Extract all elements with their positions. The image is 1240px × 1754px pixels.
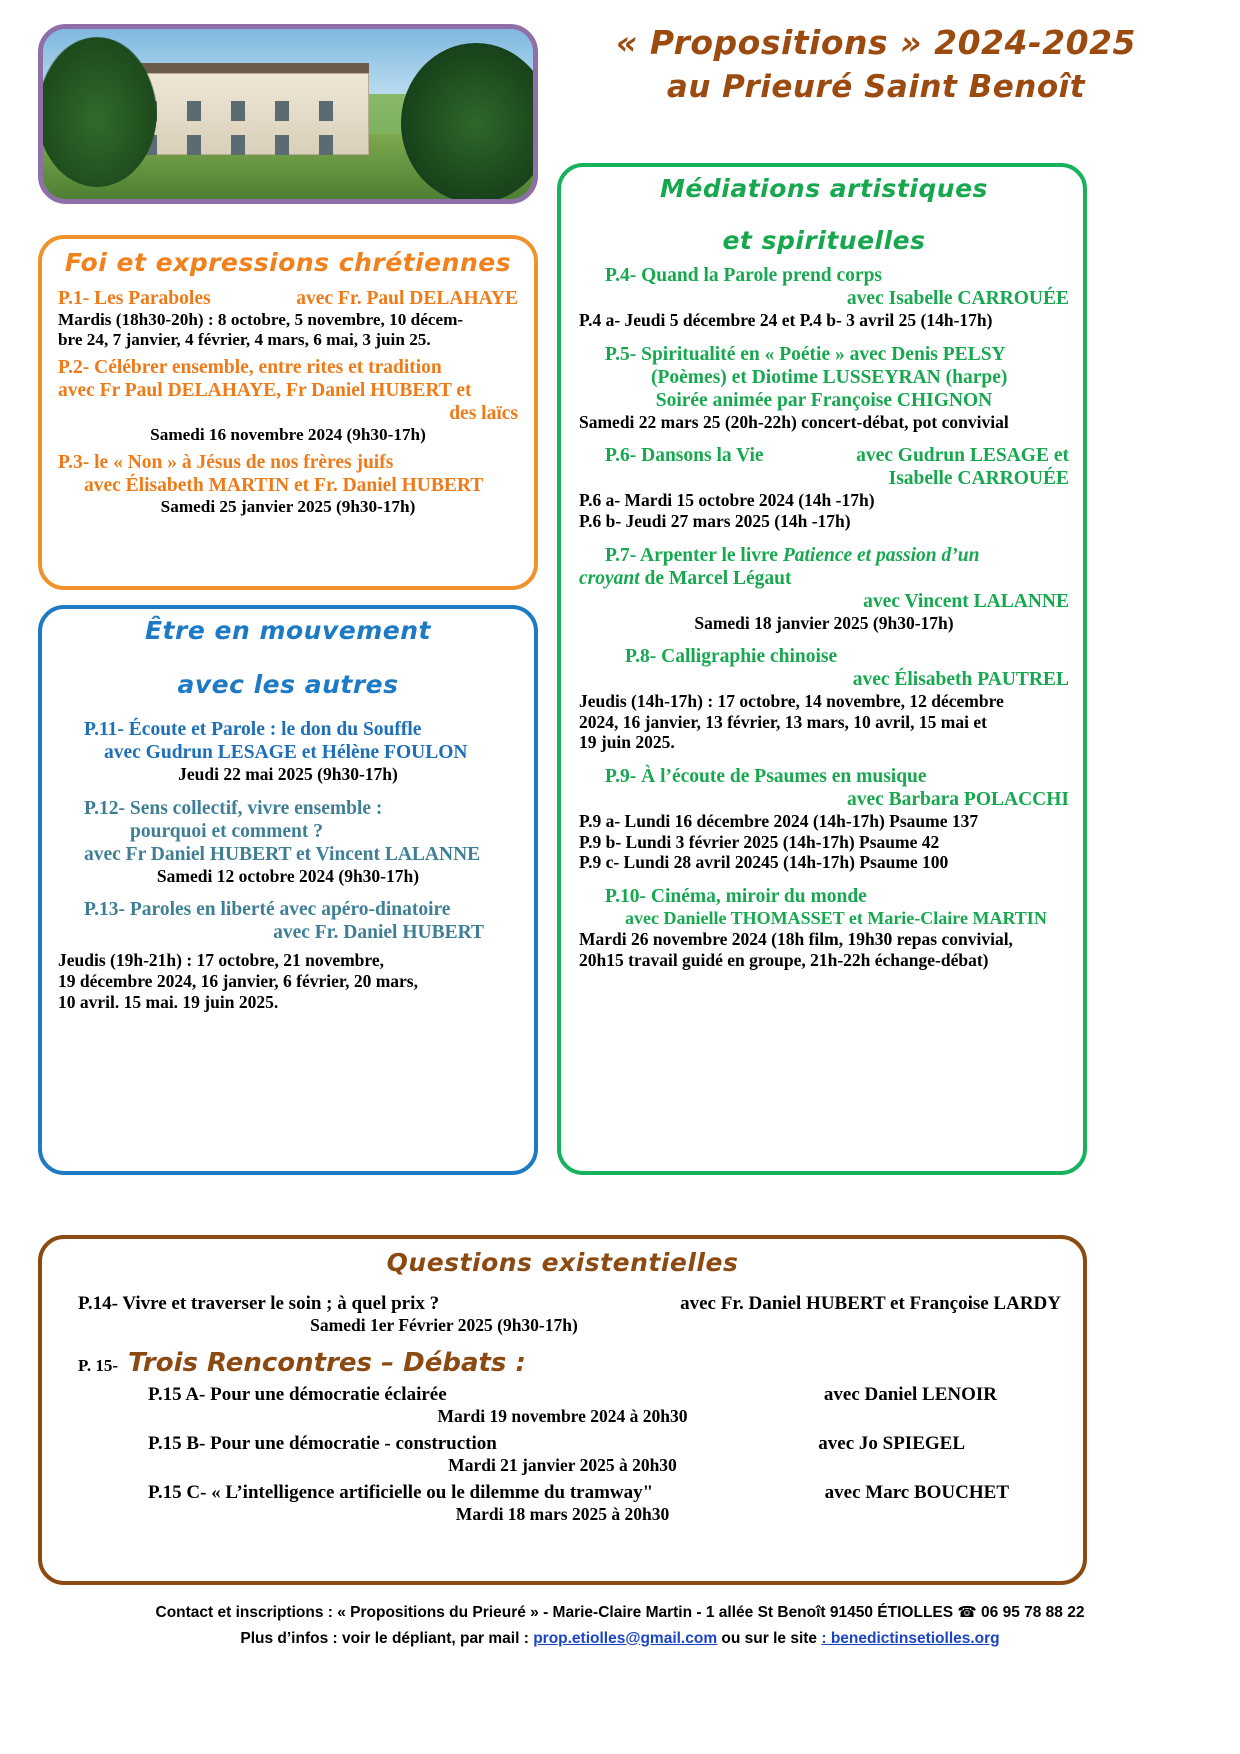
item-p1-line-1: Mardis (18h30-20h) : 8 octobre, 5 novembre, 10 décem- [58, 309, 464, 329]
item-p13-line-2: 19 décembre 2024, 16 janvier, 6 février, 20 mars, [58, 970, 418, 991]
item-p10-title: P.10- Cinéma, miroir du monde [605, 886, 867, 908]
item-p7-title-book: Patience et passion d’un [782, 544, 980, 566]
item-p15c-date: Mardi 18 mars 2025 à 20h30 [455, 1504, 670, 1525]
item-p14-date: Samedi 1er Février 2025 (9h30-17h) [310, 1314, 578, 1335]
section-mediations-artistiques [557, 163, 1087, 1175]
item-p15b-title: P.15 B- Pour une démocratie - construction [148, 1432, 497, 1454]
item-p7-date: Samedi 18 janvier 2025 (9h30-17h) [694, 612, 954, 633]
section-etre-heading-line-2: avec les autres [177, 669, 399, 699]
item-p11-with: avec Gudrun LESAGE et Hélène FOULON [104, 742, 468, 763]
footer-phone-number: 06 95 78 88 22 [976, 1604, 1085, 1621]
item-p10-with: avec Danielle THOMASSET et Marie-Claire MARTIN [625, 908, 1047, 929]
item-p3-with: avec Élisabeth MARTIN et Fr. Daniel HUBERT [84, 475, 484, 497]
item-p8-line-2: 2024, 16 janvier, 13 février, 13 mars, 10 avril, 15 mai et [579, 711, 987, 732]
item-p8-with: avec Élisabeth PAUTREL [852, 669, 1069, 691]
item-p11-date: Jeudi 22 mai 2025 (9h30-17h) [178, 764, 398, 784]
footer-site-text: ou sur le site [717, 1629, 822, 1647]
item-p6-with: avec Gudrun LESAGE et [856, 445, 1069, 467]
item-p6-line-1: P.6 a- Mardi 15 octobre 2024 (14h -17h) [579, 490, 875, 511]
section-etre-en-mouvement [38, 605, 538, 1175]
item-p6 [579, 444, 1069, 531]
item-p2-with: avec Fr Paul DELAHAYE, Fr Daniel HUBERT et [58, 380, 472, 402]
item-p10-line-2: 20h15 travail guidé en groupe, 21h-22h échange-débat) [579, 949, 989, 970]
item-p13-title: P.13- Paroles en liberté avec apéro-dinatoire [84, 899, 451, 921]
poster-footer [0, 1600, 1240, 1651]
section-etre-heading-line-1: Être en mouvement [144, 616, 431, 645]
section-foi-et-expressions [38, 235, 538, 590]
priory-photo [38, 24, 538, 204]
item-p12 [58, 797, 518, 887]
item-p2-title: P.2- Célébrer ensemble, entre rites et tradition [58, 357, 442, 379]
item-p4-line-1: P.4 a- Jeudi 5 décembre 24 et P.4 b- 3 avril 25 (14h-17h) [579, 310, 993, 330]
item-p15a-date: Mardi 19 novembre 2024 à 20h30 [437, 1405, 688, 1426]
item-p3-title: P.3- le « Non » à Jésus de nos frères juifs [58, 452, 394, 474]
item-p15b-date: Mardi 21 janvier 2025 à 20h30 [448, 1455, 677, 1475]
item-p7 [579, 544, 1069, 634]
title-line-2: au Prieuré Saint Benoît [666, 68, 1086, 105]
item-p15-code: P. 15- [78, 1355, 118, 1375]
item-p5-title-3: Soirée animée par Françoise CHIGNON [655, 389, 993, 411]
item-p9-line-2: P.9 b- Lundi 3 février 2025 (14h-17h) Psaume 42 [579, 831, 940, 852]
item-p11 [58, 718, 518, 785]
item-p15a-with: avec Daniel LENOIR [823, 1383, 997, 1405]
item-p9-title: P.9- À l’écoute de Psaumes en musique [605, 766, 927, 788]
item-p3-date: Samedi 25 janvier 2025 (9h30-17h) [160, 497, 416, 517]
item-p6-with-2: Isabelle CARROUÉE [888, 468, 1069, 490]
item-p11-title: P.11- Écoute et Parole : le don du Souffle [84, 719, 422, 740]
item-p15c-title: P.15 C- « L’intelligence artificielle ou le dilemme du tramway" [148, 1481, 654, 1503]
item-p6-line-2: P.6 b- Jeudi 27 mars 2025 (14h -17h) [579, 510, 851, 531]
item-p2-with-2: des laïcs [449, 403, 518, 425]
item-p12-with: avec Fr Daniel HUBERT et Vincent LALANNE [84, 843, 481, 865]
item-p1-with: avec Fr. Paul DELAHAYE [296, 287, 518, 309]
item-p12-title-2: pourquoi et comment ? [130, 820, 324, 842]
item-p15c-with: avec Marc BOUCHET [824, 1481, 1009, 1503]
item-p7-title-book-cont: croyant [579, 567, 640, 589]
item-p8-line-3: 19 juin 2025. [579, 732, 675, 753]
item-p9-line-3: P.9 c- Lundi 28 avril 20245 (14h-17h) Psaume 100 [579, 852, 949, 873]
item-p9-with: avec Barbara POLACCHI [846, 789, 1069, 811]
item-p15 [64, 1348, 1061, 1525]
item-p6-title: P.6- Dansons la Vie [605, 445, 764, 467]
section-questions-heading: Questions existentielles [386, 1248, 739, 1277]
item-p8-title: P.8- Calligraphie chinoise [625, 646, 838, 668]
item-p10-line-1: Mardi 26 novembre 2024 (18h film, 19h30 repas convivial, [579, 929, 1013, 950]
item-p5 [579, 343, 1069, 433]
item-p1-line-2: bre 24, 7 janvier, 4 février, 4 mars, 6 mai, 3 juin 25. [58, 329, 431, 349]
item-p15b-with: avec Jo SPIEGEL [818, 1432, 965, 1454]
item-p15-title: Trois Rencontres – Débats : [128, 1347, 526, 1378]
item-p14-with: avec Fr. Daniel HUBERT et Françoise LARDY [680, 1292, 1061, 1314]
item-p2-date: Samedi 16 novembre 2024 (9h30-17h) [150, 425, 426, 445]
item-p4-title: P.4- Quand la Parole prend corps [605, 265, 883, 286]
item-p1 [58, 287, 518, 351]
item-p10 [579, 885, 1069, 971]
photo-tree-right [401, 43, 538, 203]
item-p14 [64, 1293, 1061, 1336]
item-p8 [579, 645, 1069, 753]
item-p15b [64, 1433, 1061, 1476]
item-p13-with: avec Fr. Daniel HUBERT [273, 922, 484, 944]
footer-website-link[interactable]: : benedictinsetiolles.org [821, 1629, 1000, 1647]
item-p1-title: P.1- Les Paraboles [58, 287, 211, 309]
section-mediations-heading-line-2: et spirituelles [722, 225, 926, 255]
section-questions-existentielles [38, 1235, 1087, 1585]
item-p9-line-1: P.9 a- Lundi 16 décembre 2024 (14h-17h) Psaume 137 [579, 811, 979, 832]
poster-title [540, 24, 1212, 113]
item-p12-title: P.12- Sens collectif, vivre ensemble : [84, 797, 383, 819]
photo-tree-left [38, 37, 157, 187]
footer-info-text: Plus d’infos : voir le dépliant, par mail : [240, 1629, 534, 1647]
item-p2 [58, 356, 518, 445]
item-p7-with: avec Vincent LALANNE [863, 590, 1069, 612]
item-p13-line-1: Jeudis (19h-21h) : 17 octobre, 21 novembre, [58, 950, 385, 971]
item-p9 [579, 765, 1069, 873]
item-p14-title: P.14- Vivre et traverser le soin ; à quel prix ? [78, 1292, 440, 1314]
footer-info-line [0, 1626, 1240, 1652]
section-foi-heading: Foi et expressions chrétiennes [64, 248, 512, 277]
item-p7-title-author: de Marcel Légaut [639, 567, 792, 589]
footer-contact-text: Contact et inscriptions : « Propositions du Prieuré » - Marie-Claire Martin - 1 allée St Benoît 91450 ÉTIOLLES [155, 1604, 958, 1621]
item-p15a [64, 1384, 1061, 1427]
item-p15a-title: P.15 A- Pour une démocratie éclairée [148, 1383, 447, 1405]
item-p13-line-3: 10 avril. 15 mai. 19 juin 2025. [58, 991, 279, 1012]
section-mediations-heading-line-1: Médiations artistiques [660, 174, 988, 203]
item-p5-line-1: Samedi 22 mars 25 (20h-22h) concert-débat, pot convivial [579, 411, 1009, 432]
phone-icon: ☎ [957, 1603, 977, 1621]
item-p3 [58, 451, 518, 517]
item-p13 [58, 898, 518, 1012]
item-p8-line-1: Jeudis (14h-17h) : 17 octobre, 14 novembre, 12 décembre [579, 691, 1004, 712]
footer-contact-line [0, 1600, 1240, 1626]
item-p7-title-pre: P.7- Arpenter le livre [605, 544, 783, 566]
item-p12-date: Samedi 12 octobre 2024 (9h30-17h) [156, 865, 420, 886]
footer-email-link[interactable]: prop.etiolles@gmail.com [533, 1629, 718, 1647]
item-p4-with: avec Isabelle CARROUÉE [846, 288, 1069, 309]
item-p5-title-2: (Poèmes) et Diotime LUSSEYRAN (harpe) [651, 366, 1008, 388]
title-line-1: « Propositions » 2024-2025 [615, 23, 1136, 62]
item-p5-title: P.5- Spiritualité en « Poétie » avec Denis PELSY [605, 343, 1006, 365]
item-p15c [64, 1482, 1061, 1525]
item-p4 [579, 264, 1069, 331]
